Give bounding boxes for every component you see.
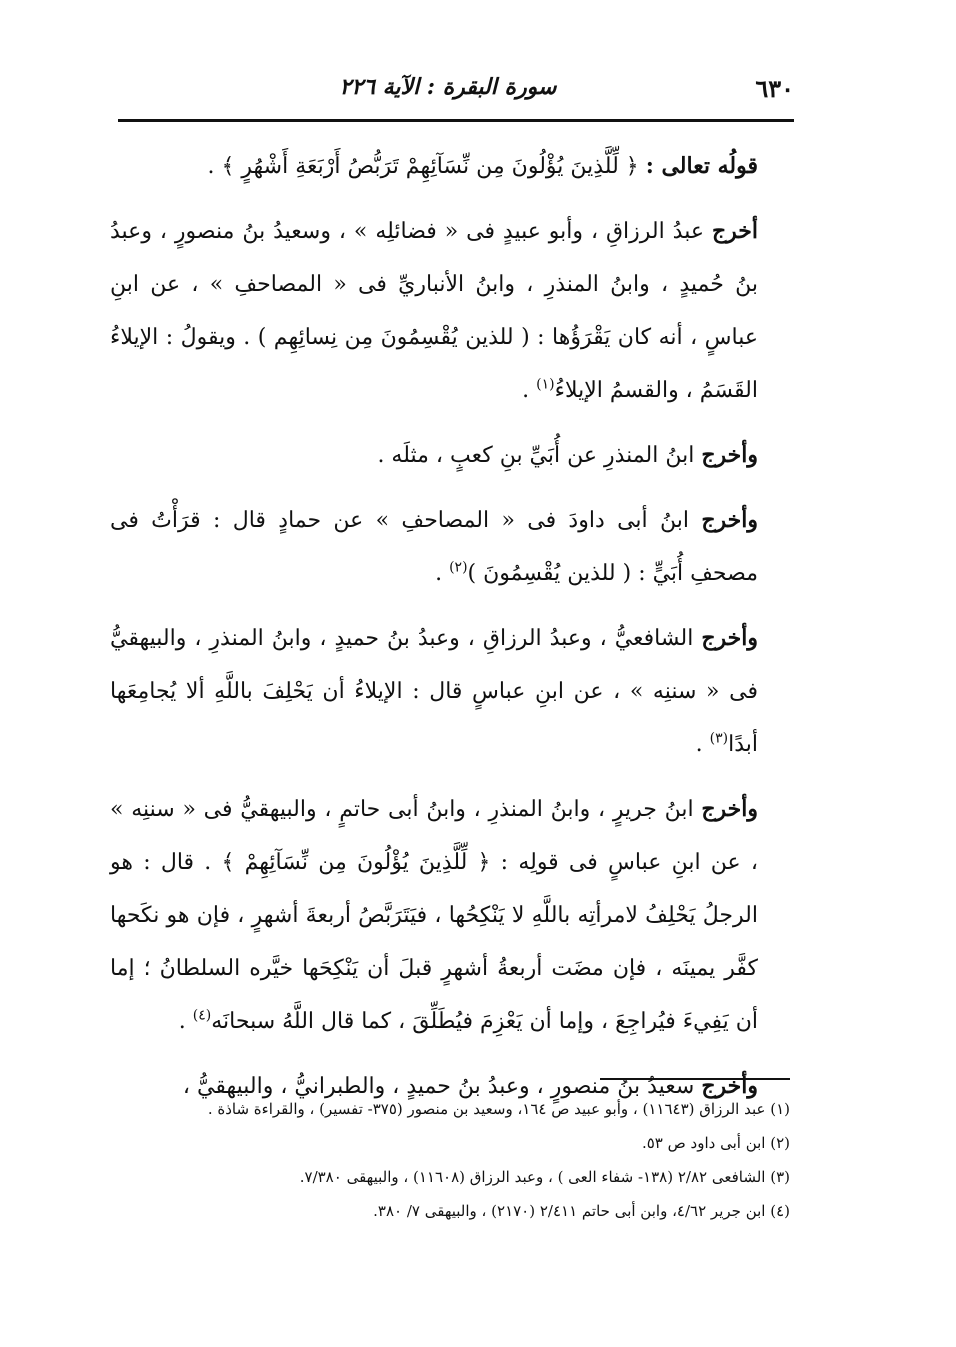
paragraph: [110, 429, 758, 482]
paragraph: وأخرج ابنُ أبى داودَ فى « المصاحفِ » عن حمادٍ قال : قرَأْتُ فى مصحفِ أُبَيٍّ : ( للذين يُقْسِمُونَ )$^{(٢)}$ .: [110, 507, 758, 586]
page-number: ٦٣٠: [755, 74, 794, 103]
paragraph-lead: وأخرج: [701, 625, 758, 651]
paragraph-text: عبدُ الرزاقِ ، وأبو عبيدٍ فى « فضائلِه » ، وسعيدُ بنُ منصورٍ ، وعبدُ بنُ حُميدٍ ، وابنُ المنذرِ ، وابنُ الأنباريِّ فى « المصاحفِ » ، عن ابنِ عباسٍ ، أنه كان يَقْرَؤُها : ( للذين يُقْسِمُونَ مِن نِسائِهِم ) . ويقولُ : الإيلاءُ القَسَمُ ، والقسمُ الإيلاءُ: [110, 219, 758, 403]
footnote: (١) عبد الرزاق (١١٦٤٣) ، وأبو عبيد ص ١٦٤، وسعيد بن منصور (٣٧٥- تفسير) ، والقراءة شاذة .: [207, 1100, 790, 1118]
paragraph-lead: أخرج: [711, 218, 758, 244]
paragraph: وأخرج الشافعيُّ ، وعبدُ الرزاقِ ، وعبدُ بنُ حميدٍ ، وابنُ المنذرِ ، والبيهقيُّ فى « سننِه » ، عن ابنِ عباسٍ قال : الإيلاءُ أن يَحْلِفَ باللَّهِ ألا يُجامِعَها أبدًا$^{(٣)}$ .: [110, 625, 758, 757]
footnote-marker: (١): [536, 376, 555, 393]
footnote: (٤) ابن جرير ٤/٦٢، وابن أبى حاتم ٢/٤١١ (٢١٧٠) ، والبيهقى ٧/ ٣٨٠.: [373, 1202, 790, 1220]
footnote: (٣) الشافعى ٢/٨٢ (١٣٨- شفاء العى ) ، وعبد الرزاق (١١٦٠٨) ، والبيهقى ٧/٣٨٠.: [299, 1168, 790, 1186]
paragraph-text: ابنُ جريرٍ ، وابنُ المنذرِ ، وابنُ أبى حاتمٍ ، والبيهقيُّ فى « سننِه » ، عن ابنِ عباسٍ فى قولِه : ﴿ لِّلَّذِينَ يُؤْلُونَ مِن نِّسَآئِهِمْ ﴾ . قال : هو الرجلُ يَحْلِفُ لامرأتِه باللَّهِ لا يَنْكِحُها ، فيَتَرَبَّصُ أربعةَ أشهرٍ ، فإن هو نكَحها كفَّر يمينَه ، فإن مضَت أربعةُ أشهرٍ قبلَ أن يَنْكِحَها خيَّره السلطانُ ؛ إما أن يَفِيءَ فيُراجِعَ ، وإما أن يَعْزِمَ فيُطَلِّقَ ، كما قال اللَّهُ سبحانَه: [110, 797, 758, 1034]
main-text: [110, 140, 758, 1125]
paragraph-lead: وأخرج: [701, 1073, 758, 1099]
paragraph-text: ابنُ المنذرِ عن أُبَيِّ بنِ كعبٍ ، مثلَه .: [377, 443, 702, 468]
running-title: سورة البقرة : الآية ٢٢٦: [339, 74, 557, 100]
footnote: (٢) ابن أبى داود ص ٥٣.: [641, 1134, 790, 1152]
paragraph-text: سعيدُ بنُ منصورٍ ، وعبدُ بنُ حميدٍ ، والطبرانيُّ ، والبيهقيُّ ،: [182, 1074, 702, 1099]
page-header: [118, 68, 794, 118]
paragraph-lead: وأخرج: [701, 442, 758, 468]
footnote-marker: (٢): [449, 559, 468, 576]
footnote-rule: [600, 1078, 790, 1080]
paragraph-verse: [110, 140, 758, 193]
paragraph: أخرج عبدُ الرزاقِ ، وأبو عبيدٍ فى « فضائلِه » ، وسعيدُ بنُ منصورٍ ، وعبدُ بنُ حُميدٍ ، وابنُ المنذرِ ، وابنُ الأنباريِّ فى « المصاحفِ » ، عن ابنِ عباسٍ ، أنه كان يَقْرَؤُها : ( للذين يُقْسِمُونَ مِن نِسائِهِم ) . ويقولُ : الإيلاءُ القَسَمُ ، والقسمُ الإيلاءُ$^{(١)}$ .: [110, 218, 758, 403]
paragraph-text: الشافعيُّ ، وعبدُ الرزاقِ ، وعبدُ بنُ حميدٍ ، وابنُ المنذرِ ، والبيهقيُّ فى « سننِه » ، عن ابنِ عباسٍ قال : الإيلاءُ أن يَحْلِفَ باللَّهِ ألا يُجامِعَها أبدًا: [110, 626, 758, 757]
footnote-marker: (٣): [709, 730, 729, 747]
footnote-marker: (٤): [192, 1007, 212, 1024]
paragraph-text: ابنُ أبى داودَ فى « المصاحفِ » عن حمادٍ قال : قرَأْتُ فى مصحفِ أُبَيٍّ : ( للذين يُقْسِمُونَ ): [110, 508, 758, 586]
paragraph-lead: قولُه تعالى :: [645, 153, 758, 179]
paragraph-lead: وأخرج: [701, 507, 758, 533]
paragraph: وأخرج ابنُ جريرٍ ، وابنُ المنذرِ ، وابنُ أبى حاتمٍ ، والبيهقيُّ فى « سننِه » ، عن ابنِ عباسٍ فى قولِه : ﴿ لِّلَّذِينَ يُؤْلُونَ مِن نِّسَآئِهِمْ ﴾ . قال : هو الرجلُ يَحْلِفُ لامرأتِه باللَّهِ لا يَنْكِحُها ، فيَتَرَبَّصُ أربعةَ أشهرٍ ، فإن هو نكَحها كفَّر يمينَه ، فإن مضَت أربعةُ أشهرٍ قبلَ أن يَنْكِحَها خيَّره السلطانُ ؛ إما أن يَفِيءَ فيُراجِعَ ، وإما أن يَعْزِمَ فيُطَلِّقَ ، كما قال اللَّهُ سبحانَه$^{(٤)}$ .: [110, 796, 758, 1034]
header-rule: [118, 119, 794, 122]
footnotes: [100, 1092, 790, 1228]
paragraph-lead: وأخرج: [701, 796, 758, 822]
paragraph-text: ﴿ لِّلَّذِينَ يُؤْلُونَ مِن نِّسَآئِهِمْ تَرَبُّصُ أَرْبَعَةِ أَشْهُرٍ ﴾ .: [207, 154, 646, 179]
